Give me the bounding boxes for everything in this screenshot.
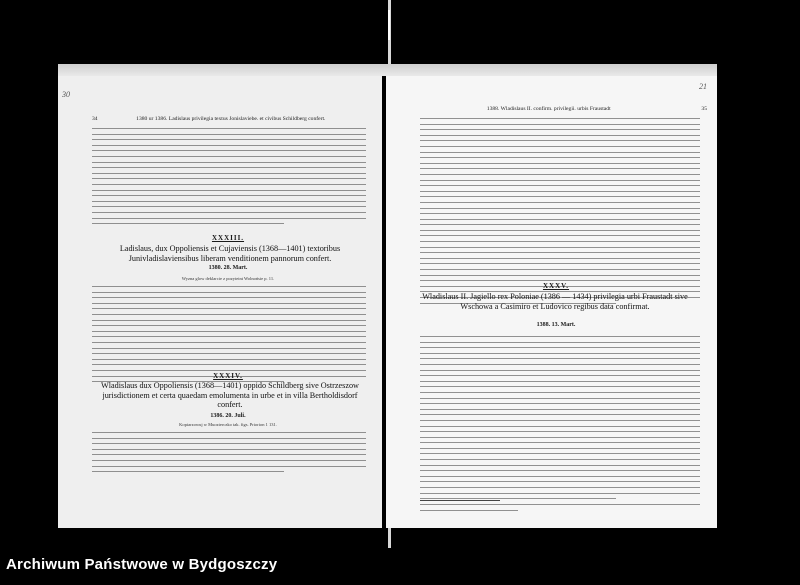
doc35-number: XXXV. (542, 282, 570, 290)
film-edge-mark (388, 10, 390, 40)
doc34-body (92, 432, 366, 477)
left-running-head: 1380 ur 1386. Ladislaus privilegia textus Jonislaviebe. et civibus Schildberg confert. (136, 116, 326, 122)
left-body-continued (92, 128, 366, 229)
right-page (386, 76, 717, 528)
right-running-head: 1388. Wladislaus II. confirm. privilegii. urbis Fraustadt (486, 106, 611, 112)
doc35-date: 1388. 13. Mart. (536, 322, 576, 328)
doc34-number: XXXIV. (213, 372, 243, 380)
doc33-heading: Ladislaus, dux Oppoliensis et Cujaviensis (1368—1401) textoribus Junivladislaviensibus liberam venditionem pannorum confert. (119, 244, 341, 263)
left-pencil-number: 30 (62, 90, 70, 99)
doc35-body (420, 336, 700, 504)
archive-footer (0, 548, 800, 585)
right-body-continued (420, 118, 700, 308)
doc33-number: XXXIII. (211, 234, 245, 242)
footnote-rule (420, 500, 500, 501)
doc34-date: 1386. 20. Juli. (210, 413, 246, 419)
right-pencil-number: 21 (699, 82, 707, 91)
doc34-source: Kopiarzowuj w Muozterczko tak. figs. Priorion 1 131. (179, 422, 277, 427)
left-page (58, 76, 382, 528)
left-running-header (92, 116, 364, 122)
archive-name: Archiwum Państwowe w Bydgoszczy (6, 556, 278, 573)
doc34-heading: Wladislaus dux Oppoliensis (1368—1401) oppido Schildberg sive Ostrzeszow jurisdictionem et certa quaedam emolumenta in urbe et in villa Bertholdisdorf confert. (101, 381, 359, 409)
book-top-edge (58, 64, 717, 76)
doc35-heading: Wladislaus II. Jagiello rex Poloniae (1386 — 1434) privilegia urbi Fraustadt sive Wschowa a Casimiro et Ludovico regibus data confirmat. (422, 292, 688, 311)
doc33-date: 1380. 28. Mart. (208, 265, 248, 271)
right-running-header (396, 106, 707, 112)
left-page-number: 34 (92, 116, 98, 122)
doc33-source: Wyzna glow deklarcie z pozyteint Wolnońsie p. 11. (181, 276, 275, 281)
footnotes (420, 504, 700, 515)
right-page-number: 35 (701, 106, 707, 112)
